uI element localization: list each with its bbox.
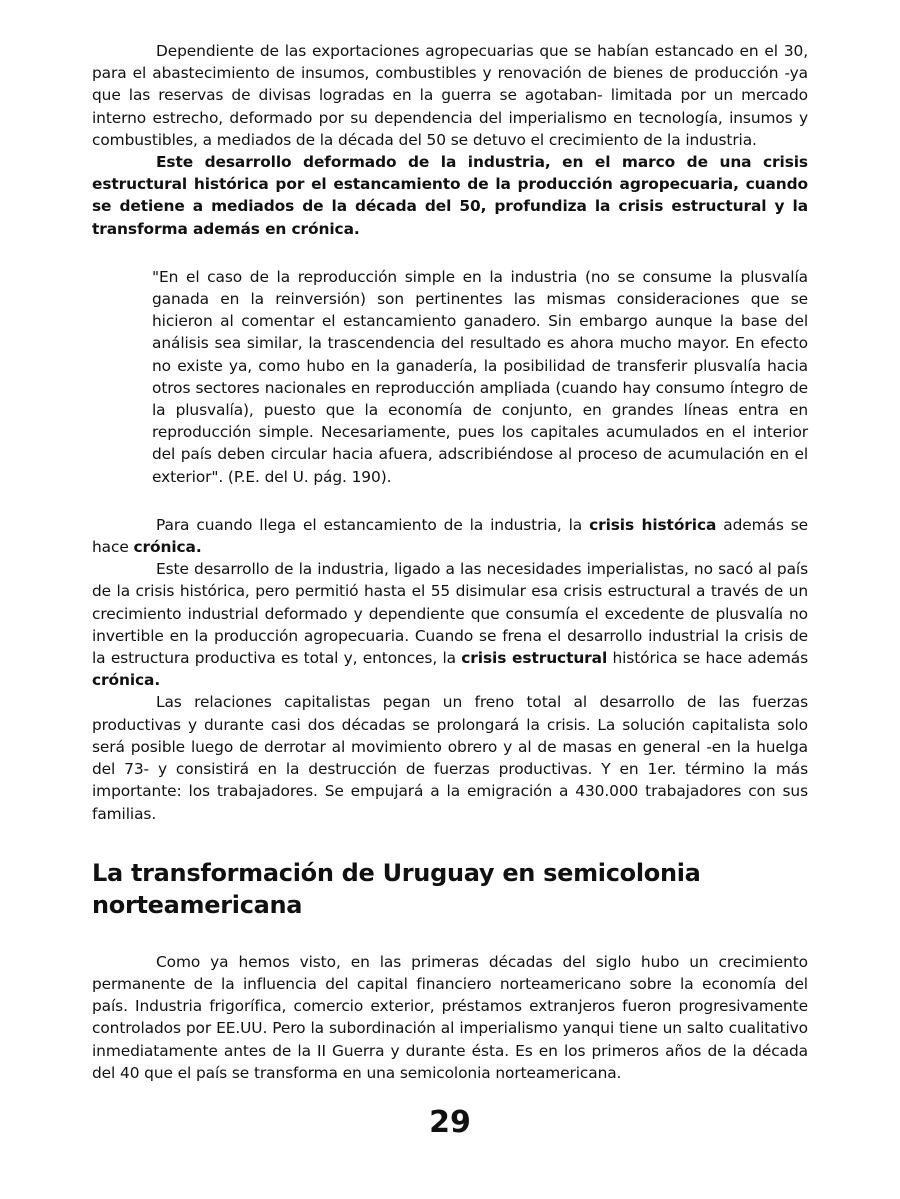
paragraph-capitalist-relations: Las relaciones capitalistas pegan un freno total al desarrollo de las fuerzas productivas y durante casi dos décadas se prolongará la crisis. La solución capitalista solo será posible luego de derrotar al movimiento obrero y al de masas en general -en la huelga del 73- y consistirá en la destrucción de fuerzas productivas. Y en 1er. término la más importante: los trabajadores. Se empujará a la emigración a 430.000 trabajadores con sus familias. xyxy=(92,693,808,823)
paragraph-semicolony: Como ya hemos visto, en las primeras décadas del siglo hubo un crecimiento permanente de la influencia del capital financiero norteamericano sobre la economía del país. Industria frigorífica, comercio exterior, préstamos extranjeros fueron progresivamente controlados por EE.UU. Pero la subordinación al imperialismo yanqui tiene un salto cualitativo inmediatamente antes de la II Guerra y durante ésta. Es en los primeros años de la década del 40 que el país se transforma en una semicolonia norteamericana. xyxy=(92,952,808,1082)
emphasis-crisis-historica: crisis histórica xyxy=(589,515,717,534)
quote-text: "En el caso de la reproducción simple en la industria (no se consume la plusvalía ganada en la reinversión) son pertinentes las mismas consideraciones que se hicieron al comentar el estancamiento ganadero. Sin embargo aunque la base del análisis sea similar, la trascendencia del resultado es ahora mucho mayor. En efecto no existe ya, como hubo en la ganadería, la posibilidad de transferir plusvalía hacia otros sectores nacionales en reproducción ampliada (cuando hay consumo íntegro de la plusvalía), puesto que la economía de conjunto, en grandes líneas entra en reproducción simple. Necesariamente, pues los capitales acumulados en el interior del país deben circular hacia afuera, adscribiéndose al proceso de acumulación en el exterior". (P.E. del U. pág. 190). xyxy=(152,267,808,486)
block-quote xyxy=(152,266,808,488)
emphasis-cronica-2: crónica. xyxy=(92,671,161,690)
emphasis-cronica: crónica. xyxy=(133,538,202,557)
section-heading: La transformación de Uruguay en semicolonia norteamericana xyxy=(92,858,701,919)
paragraph-industry-development xyxy=(92,558,808,691)
page-body xyxy=(92,40,808,1084)
page-number: 29 xyxy=(429,1105,471,1140)
paragraph-exports: Dependiente de las exportaciones agropecuarias que se habían estancado en el 30, para el abastecimiento de insumos, combustibles y renovación de bienes de producción -ya que las reservas de divisas logradas en la guerra se agotaban- limitada por un mercado interno estrecho, deformado por su dependencia del imperialismo en tecnología, insumos y combustibles, a mediados de la década del 50 se detuvo el crecimiento de la industria. xyxy=(92,42,808,149)
paragraph-deformed-development-bold: Este desarrollo deformado de la industria, en el marco de una crisis estructural histórica por el estancamiento de la producción agropecuaria, cuando se detiene a mediados de la década del 50, profundiza la crisis estructural y la transforma además en crónica. xyxy=(92,153,808,238)
text-segment: además se hace xyxy=(92,515,808,557)
text-segment: Este desarrollo de la industria, ligado a las necesidades imperialistas, no sacó al país de la crisis histórica, pero permitió hasta el 55 disimular esa crisis estructural a través de un crecimiento industrial deformado y dependiente que consumía el excedente de plusvalía no invertible en la producción agropecuaria. Cuando se frena el desarrollo industrial la crisis de la estructura productiva es total y, entonces, la xyxy=(92,560,808,668)
text-segment: histórica se hace además xyxy=(607,649,808,668)
text-segment: Para cuando llega el estancamiento de la industria, la xyxy=(156,515,590,534)
emphasis-crisis-estructural: crisis estructural xyxy=(461,649,608,668)
paragraph-chronic-crisis xyxy=(92,514,808,558)
